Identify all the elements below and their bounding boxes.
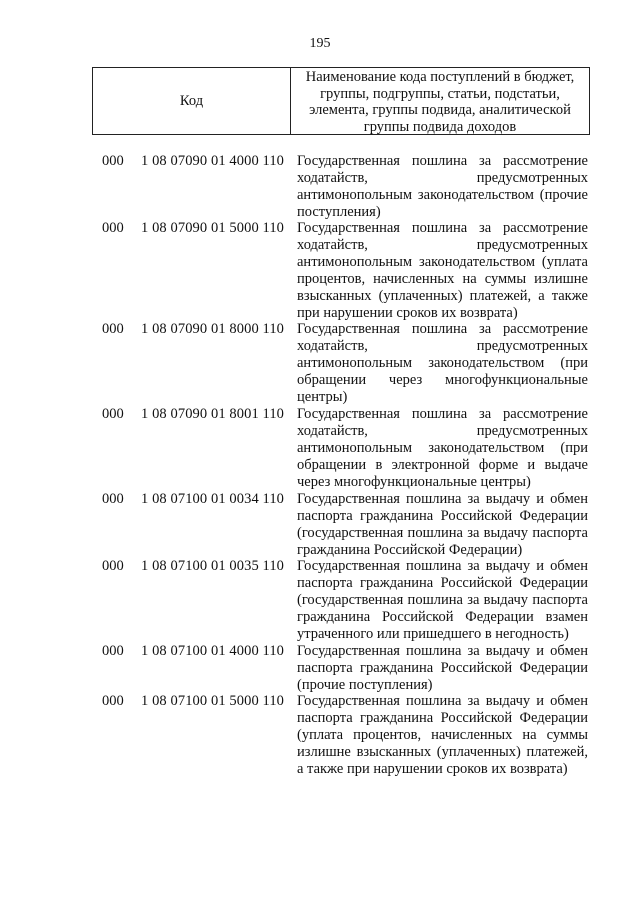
row-description: Государственная пошлина за рассмотрение ходатайств, предусмотренных антимонопольным законодательством (прочие поступления)	[297, 153, 588, 220]
table-header	[92, 67, 590, 135]
row-description: Государственная пошлина за выдачу и обмен паспорта гражданина Российской Федерации (государственная пошлина за выдачу паспорта гражданина Российской Федерации)	[297, 491, 588, 558]
row-code: 1 08 07090 01 4000 110	[141, 153, 285, 169]
row-code: 1 08 07100 01 4000 110	[141, 643, 285, 659]
row-description: Государственная пошлина за рассмотрение ходатайств, предусмотренных антимонопольным законодательством (уплата процентов, начисленных на суммы излишне взысканных (уплаченных) платежей, а также при нарушении сроков их возврата)	[297, 220, 588, 321]
row-prefix: 000	[102, 406, 124, 422]
row-code: 1 08 07100 01 5000 110	[141, 693, 285, 709]
row-code: 1 08 07090 01 5000 110	[141, 220, 285, 236]
row-code: 1 08 07100 01 0035 110	[141, 558, 285, 574]
row-prefix: 000	[102, 643, 124, 659]
table-row	[0, 220, 640, 321]
table-row	[0, 643, 640, 693]
table-row	[0, 153, 640, 220]
page-number: 195	[309, 36, 331, 51]
header-code-label: Код	[93, 68, 291, 134]
table-row	[0, 693, 640, 783]
row-prefix: 000	[102, 153, 124, 169]
table-row	[0, 321, 640, 406]
row-code: 1 08 07100 01 0034 110	[141, 491, 285, 507]
row-code: 1 08 07090 01 8001 110	[141, 406, 285, 422]
row-prefix: 000	[102, 558, 124, 574]
row-prefix: 000	[102, 693, 124, 709]
header-name-label: Наименование кода поступлений в бюджет, группы, подгруппы, статьи, подстатьи, элемента, группы подвида, аналитической группы подвида доходов	[305, 69, 575, 135]
row-description: Государственная пошлина за выдачу и обмен паспорта гражданина Российской Федерации (прочие поступления)	[297, 643, 588, 693]
row-prefix: 000	[102, 321, 124, 337]
row-description: Государственная пошлина за рассмотрение ходатайств, предусмотренных антимонопольным законодательством (при обращении в электронной форме и выдаче через многофункциональные центры)	[297, 406, 588, 490]
row-description: Государственная пошлина за рассмотрение ходатайств, предусмотренных антимонопольным законодательством (при обращении через многофункциональные центры)	[297, 321, 588, 405]
table-body	[0, 153, 640, 783]
row-code: 1 08 07090 01 8000 110	[141, 321, 285, 337]
row-description: Государственная пошлина за выдачу и обмен паспорта гражданина Российской Федерации (государственная пошлина за выдачу паспорта гражданина Российской Федерации взамен утраченного или пришедшего в негодность)	[297, 558, 588, 642]
row-prefix: 000	[102, 491, 124, 507]
table-row	[0, 406, 640, 491]
table-row	[0, 558, 640, 643]
row-prefix: 000	[102, 220, 124, 236]
row-description: Государственная пошлина за выдачу и обмен паспорта гражданина Российской Федерации (уплата процентов, начисленных на суммы излишне взысканных (уплаченных) платежей, а также при нарушении сроков их возврата)	[297, 693, 588, 777]
table-row	[0, 491, 640, 558]
